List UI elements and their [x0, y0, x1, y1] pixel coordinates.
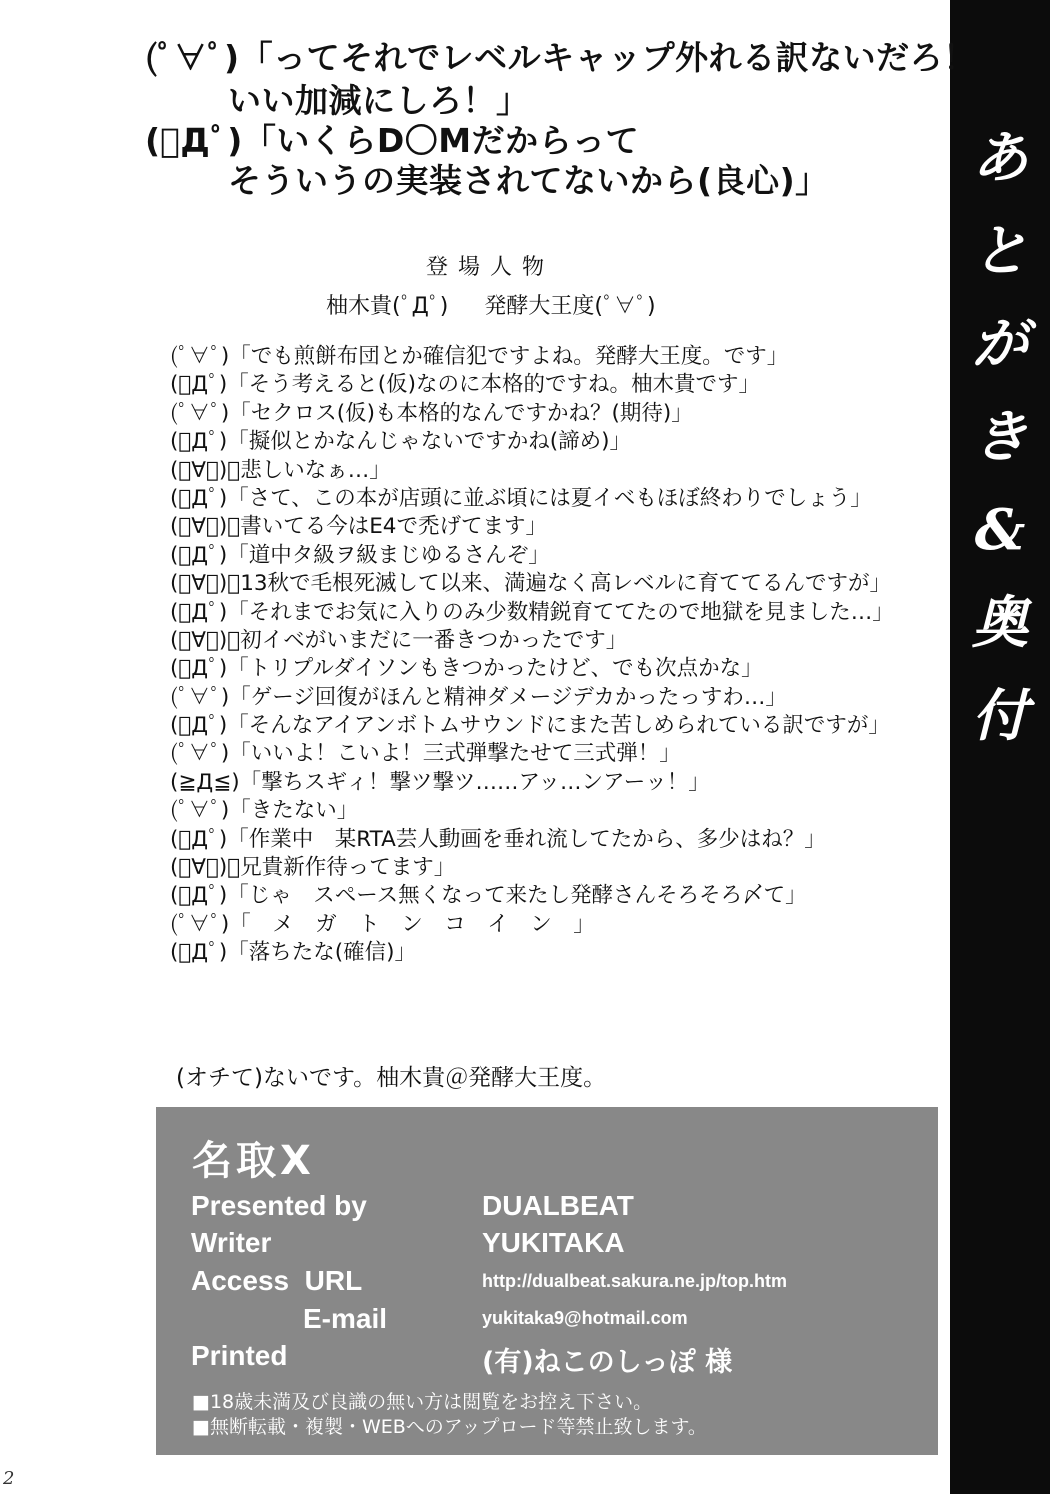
dialogue-line: (ﾟ∀ﾟ)「 メ ガ ト ン コ イ ン 」	[170, 911, 595, 937]
dialogue-line: (ﾟДﾟ)「それまでお気に入りのみ少数精鋭育ててたので地獄を見ました…」	[170, 599, 894, 625]
dialogue-block	[170, 343, 940, 968]
dialogue-line: (ﾟДﾟ)「じゃ スペース無くなって来たし発酵さんそろそろ〆て」	[170, 883, 807, 909]
page-number: 2	[3, 1468, 15, 1489]
top-dialogue-line: そういうの実装されてないから(良心)」	[228, 161, 829, 200]
url-link[interactable]: http://dualbeat.sakura.ne.jp/top.htm	[482, 1271, 788, 1291]
dialogue-line: (ﾟ∀ﾟ)「いいよ！こいよ！三式弾撃たせて三式弾！」	[170, 741, 681, 767]
access-url-label: Access URL	[191, 1265, 363, 1296]
age-notice: ■18歳未満及び良識の無い方は閲覧をお控え下さい。	[192, 1391, 653, 1413]
colophon-box	[156, 1107, 938, 1455]
email-label: E-mail	[303, 1303, 388, 1334]
title-char: &	[974, 497, 1026, 563]
dialogue-line: (ﾟ∀ﾟ)「きたない」	[170, 798, 359, 824]
book-title: 名取X	[192, 1138, 315, 1184]
copyright-notice: ■無断転載・複製・WEBへのアップロード等禁止致します。	[192, 1416, 707, 1438]
dialogue-line: (ﾟДﾟ)「そう考えると(仮)なのに本格的ですね。柚木貴です」	[170, 372, 761, 398]
dialogue-line: (ﾟ∀ﾟ)「でも煎餅布団とか確信犯ですよね。発酵大王度。です」	[170, 344, 789, 369]
cast-heading: 登場人物	[426, 255, 555, 280]
dialogue-line: (ﾟДﾟ)「トリプルダイソンもきつかったけど、でも次点かな」	[170, 656, 763, 682]
dialogue-line: (ﾟ∀ﾟ)「書いてる今はE4で禿げてます」	[170, 514, 547, 540]
sidebar-band	[950, 0, 1050, 1494]
title-char: が	[972, 311, 1028, 377]
title-char: 付	[972, 683, 1028, 749]
dialogue-line: (≧Д≦)「撃ちスギィ！撃ツ撃ツ……アッ…ンアーッ！」	[170, 769, 710, 795]
title-char: と	[972, 218, 1028, 284]
title-char: あ	[972, 125, 1028, 191]
top-dialogue-line: (ﾟДﾟ)「いくらD〇Mだからって	[145, 121, 640, 160]
dialogue-line: (ﾟДﾟ)「作業中 某RTA芸人動画を垂れ流してたから、多少はね？」	[170, 826, 826, 852]
dialogue-line: (ﾟДﾟ)「擬似とかなんじゃないですかね(諦め)」	[170, 429, 632, 455]
dialogue-line: (ﾟДﾟ)「道中タ級ヲ級まじゆるさんぞ」	[170, 542, 550, 568]
afterword-colophon-title	[950, 112, 1050, 763]
dialogue-line: (ﾟДﾟ)「落ちたな(確信)」	[170, 940, 417, 966]
dialogue-line: (ﾟ∀ﾟ)「ゲージ回復がほんと精神ダメージデカかったっすわ…」	[170, 684, 787, 710]
presented-by-value: DUALBEAT	[482, 1190, 634, 1221]
email-link[interactable]: yukitaka9@hotmail.com	[482, 1308, 688, 1328]
dialogue-line: (ﾟДﾟ)「さて、この本が店頭に並ぶ頃には夏イベもほぼ終わりでしょう」	[170, 485, 872, 511]
presented-by-label: Presented by	[191, 1190, 367, 1221]
dialogue-line: (ﾟ∀ﾟ)「セクロス(仮)も本格的なんですかね？(期待)」	[170, 400, 693, 426]
title-char: き	[972, 404, 1028, 470]
dialogue-line: (ﾟ∀ﾟ)「悲しいなぁ…」	[170, 457, 391, 483]
top-dialogue-line: (ﾟ∀ﾟ)「ってそれでレベルキャップ外れる訳ないだろ！	[145, 38, 977, 77]
dialogue-line: (ﾟ∀ﾟ)「13秋で毛根死滅して以来、満遍なく高レベルに育ててるんですが」	[170, 571, 892, 597]
writer-label: Writer	[191, 1227, 272, 1258]
cast-list	[326, 289, 656, 320]
dialogue-line: (ﾟ∀ﾟ)「兄貴新作待ってます」	[170, 855, 456, 881]
top-dialogue-line: いい加減にしろ！」	[228, 81, 530, 120]
cast-member: 柚木貴(ﾟДﾟ)	[326, 294, 449, 319]
printed-value: (有)ねこのしっぽ 様	[482, 1347, 733, 1378]
cast-member: 発酵大王度(ﾟ∀ﾟ)	[484, 294, 656, 319]
writer-value: YUKITAKA	[482, 1227, 625, 1258]
closing-line: (オチて)ないです。柚木貴＠発酵大王度。	[176, 1065, 607, 1091]
dialogue-line: (ﾟДﾟ)「そんなアイアンボトムサウンドにまた苦しめられている訳ですが」	[170, 713, 890, 739]
printed-label: Printed	[191, 1340, 288, 1371]
title-char: 奥	[972, 590, 1028, 656]
dialogue-line: (ﾟ∀ﾟ)「初イベがいまだに一番きつかったです」	[170, 627, 628, 653]
